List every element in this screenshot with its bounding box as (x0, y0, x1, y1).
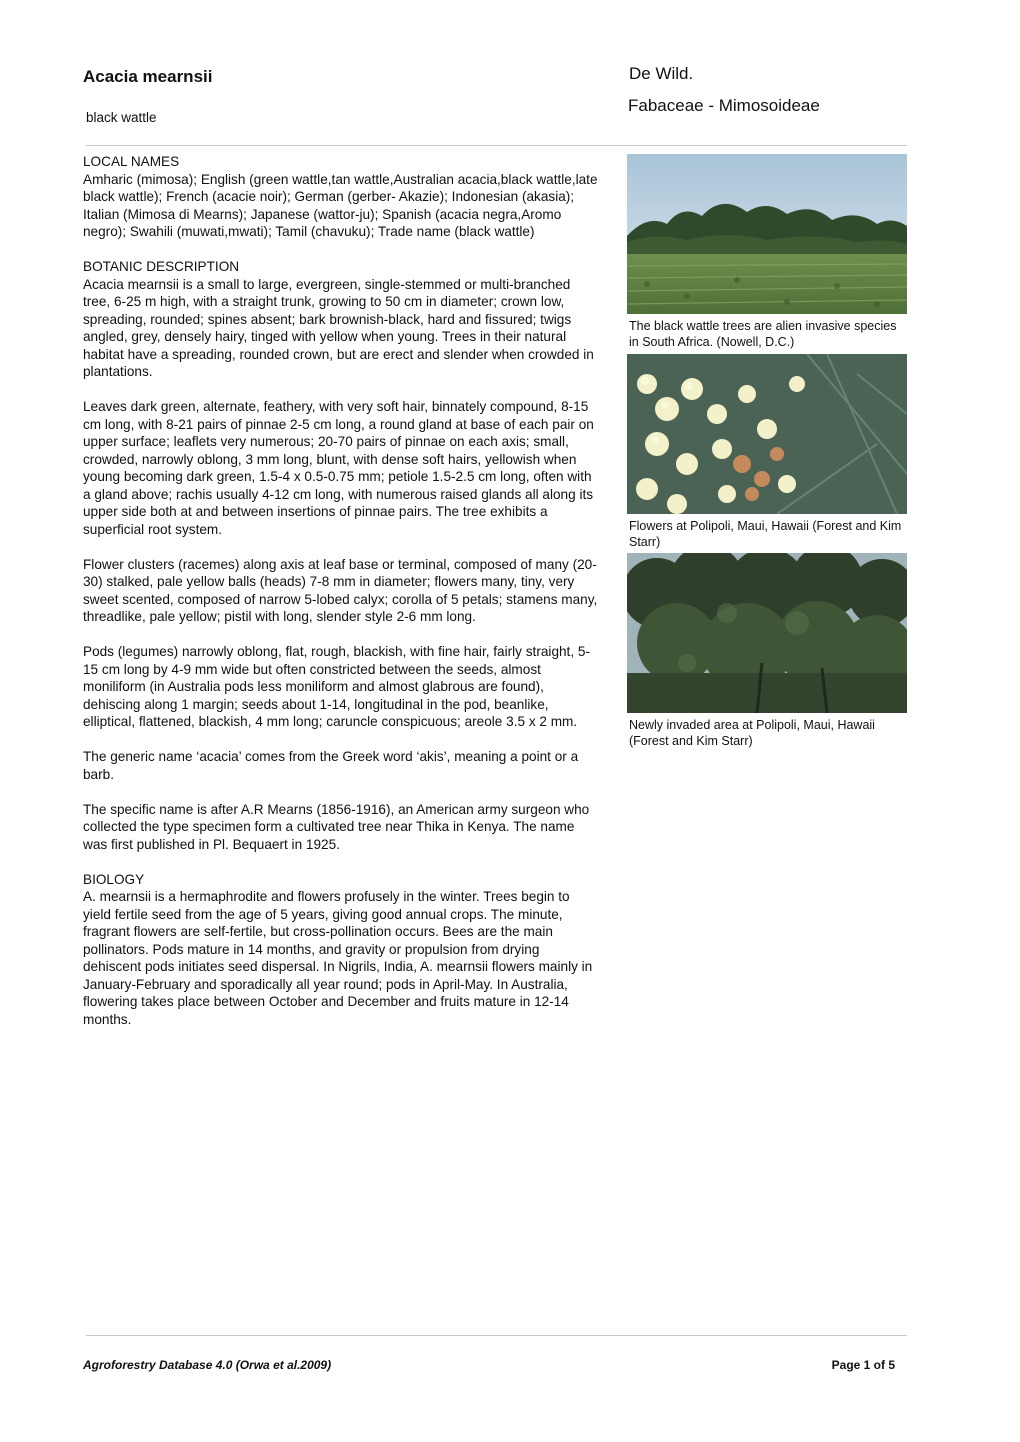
biology-text: A. mearnsii is a hermaphrodite and flowers profusely in the winter. Trees begin to yield fertile seed from the age of 5 years, giving good annual crops. The minute, fragrant flowers are self-fertile, but cross-pollination occurs. Bees are the main pollinators. Pods mature in 14 months, and gravity or propulsion from drying dehiscent pods initiates seed dispersal. In Nigrils, India, A. mearnsii flowers mainly in January-February and sporadically all year round; pods in April-May. In Australia, flowering takes place between October and December and fruits mature in 12-14 months. (83, 889, 593, 1027)
botanic-paragraph: Pods (legumes) narrowly oblong, flat, rough, blackish, with fine hair, fairly straight, 5-15 cm long by 4-9 mm wide but often constricted between the seeds, almost moniliform (in Australia pods less moniliform and almost glabrous are found), dehiscing along 1 margin; seeds about 1-14, longitudinal in the pod, beanlike, elliptical, flattened, blackish, 4 mm long; caruncle conspicuous; areole 3.5 x 2 mm. (83, 644, 590, 729)
figure-caption: The black wattle trees are alien invasive species in South Africa. (Nowell, D.C.) (629, 319, 897, 349)
page-number: Page 1 of 5 (831, 1358, 895, 1372)
botanic-paragraph: Acacia mearnsii is a small to large, evergreen, single-stemmed or multi-branched tree, 6-25 m high, with a straight trunk, growing to 50 cm in diameter; crown low, spreading, rounded; spines absent; bark brownish-black, hard and fissured; twigs angled, grey, densely hairy, tinged with yellow when young. Trees in their natural habitat have a spreading, rounded crown, but are erect and slender when crowded in plantations. (83, 276, 594, 379)
biology-section (83, 871, 599, 1029)
main-text-column (83, 153, 599, 1046)
invaded-area-photo (627, 553, 907, 713)
local-names-heading: LOCAL NAMES (83, 154, 180, 169)
botanic-description-section (83, 258, 599, 381)
figure-caption: Flowers at Polipoli, Maui, Hawaii (Forest and Kim Starr) (629, 519, 902, 549)
figure-flowers (627, 354, 907, 550)
figure-invaded-area (627, 553, 907, 749)
species-title: Acacia mearnsii (83, 67, 213, 86)
botanic-paragraph: The generic name ‘acacia’ comes from the Greek word ‘akis’, meaning a point or a barb. (83, 749, 579, 782)
botanic-paragraph: The specific name is after A.R Mearns (1856-1916), an American army surgeon who collected the type specimen form a cultivated tree near Thika in Kenya. The name was first published in Pl. Bequaert in 1925. (83, 801, 590, 852)
header-divider (86, 145, 907, 146)
common-name: black wattle (86, 110, 157, 125)
footer-source: Agroforestry Database 4.0 (Orwa et al.2009) (83, 1358, 332, 1372)
botanic-description-heading: BOTANIC DESCRIPTION (83, 259, 240, 274)
plantation-photo (627, 154, 907, 314)
botanic-paragraph: Flower clusters (racemes) along axis at leaf base or terminal, composed of many (20-30) stalked, pale yellow balls (heads) 7-8 mm in diameter; flowers many, tiny, very sweet scented, composed of narrow 5-lobed calyx; corolla of 5 petals; stamens many, threadlike, pale yellow; pistil with long, slender style 2-6 mm long. (83, 556, 598, 624)
flowers-photo (627, 354, 907, 514)
botanic-paragraph: Leaves dark green, alternate, feathery, with very soft hair, binnately compound, 8-15 cm long, with 8-21 pairs of pinnae 2-5 cm long, a round gland at base of each pair on upper surface; leaflets very numerous; 20-70 pairs of pinnae on each axis; small, crowded, narrowly oblong, 3 mm long, blunt, with dense soft hairs, yellowish when young becoming dark green, 1.5-4 x 0.5-0.75 mm; petiole 1.5-2.5 cm long, often with a gland above; rachis usually 4-12 cm long, with numerous raised glands all along its upper side both at and between insertions of pinnae pairs. The tree exhibits a superficial root system. (83, 399, 594, 537)
local-names-section (83, 153, 599, 241)
figure-caption: Newly invaded area at Polipoli, Maui, Hawaii (Forest and Kim Starr) (629, 718, 875, 748)
local-names-text: Amharic (mimosa); English (green wattle,tan wattle,Australian acacia,black wattle,late black wattle); French (acacie noir); German (gerber- Akazie); Indonesian (akasia); Italian (Mimosa di Mearns); Japanese (wattor-ju); Spanish (acacia negra,Aromo negro); Swahili (muwati,mwati); Tamil (chavuku); Trade name (black wattle) (83, 171, 598, 239)
figure-plantation (627, 154, 907, 350)
author-citation: De Wild. (629, 64, 694, 83)
biology-heading: BIOLOGY (83, 871, 145, 887)
family-name: Fabaceae - Mimosoideae (628, 96, 820, 115)
footer-divider (86, 1335, 907, 1336)
